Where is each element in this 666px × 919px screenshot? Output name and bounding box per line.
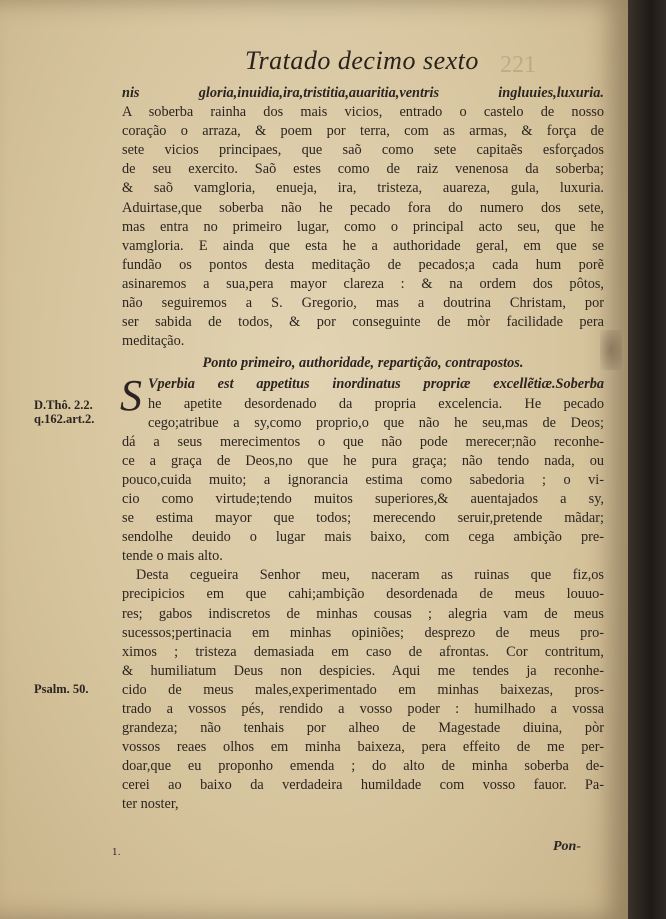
catchword: Pon- xyxy=(553,839,581,854)
text-line: cio como virtude;tendo muitos superiores,& auentajados a sy, xyxy=(122,490,604,507)
text-line: trado a vossos pés, rendido a vosso poder : humilhado a vossa xyxy=(122,701,604,717)
signature-mark: 1. xyxy=(112,848,121,858)
text-line: sendolhe deuido o lugar mais baixo, com cega ambição pre- xyxy=(122,529,604,546)
text-line: mas entra no primeiro lugar, como o principal acto seu, que he xyxy=(122,218,604,235)
margin-note-thomas xyxy=(34,398,94,426)
text-line: cego;atribue a sy,como proprio,o que não he seu,mas de Deos; xyxy=(148,414,604,431)
text-line: fundão os pontos desta meditação de pecados;a cada hum porẽ xyxy=(122,256,604,273)
text-line: cido de meus males,experimentado em minhas baixezas, pros- xyxy=(122,681,604,698)
text-line: precipicios em que cahi;ambição desordenada de meus louuo- xyxy=(122,586,604,603)
margin-note-thomas-line1: D.Thô. 2.2. xyxy=(34,398,93,412)
text-line: não seguiremos a S. Gregorio, mas a doutrina Christam, por xyxy=(122,295,604,312)
text-line: cerei ao baixo da verdadeira humildade com vosso fauor. Pa- xyxy=(122,777,604,794)
section-heading: Ponto primeiro, authoridade, repartição, contrapostos. xyxy=(202,355,524,372)
text-line: ximos ; tristeza demasiada em caso de afrontas. Cor contritum, xyxy=(122,643,604,660)
text-line: res; gabos indiscretos de minhas cousas ; alegria vam de meus xyxy=(122,605,604,622)
text-line: & humiliatum Deus non despicies. Aqui me tendes ja reconhe- xyxy=(122,662,604,679)
text-line: Desta cegueira Senhor meu, naceram as ruinas que fiz,os xyxy=(136,567,604,584)
text-line: grandeza; não tenhais por alheo de Magestade diuina, pòr xyxy=(122,720,604,737)
text-line: vamgloria. E ainda que esta he a authoridade geral, em que se xyxy=(122,237,604,254)
text-line: doar,que eu proponho emenda ; do alto de minha soberba de- xyxy=(122,758,604,775)
text-line: de seu exercito. Saõ estes como de raiz venenosa da soberba; xyxy=(122,161,604,178)
text-line: sucessos;pertinacia em minhas opiniões; desprezo de meus pro- xyxy=(122,624,604,641)
prayer-paragraph xyxy=(122,566,604,814)
text-line: Vperbia est appetitus inordinatus propriæ excellẽtiæ.Soberba xyxy=(148,376,604,393)
text-line: coração o arraza, & poem por terra, com as armas, & força de xyxy=(122,123,604,140)
text-line: Aduirtase,que soberba não he pecado fora do numero dos sete, xyxy=(122,199,604,216)
drop-cap: S xyxy=(120,371,142,421)
text-line: meditação. xyxy=(122,333,185,350)
text-line: ser sabida de todos, & por conseguinte de mòr facilidade pera xyxy=(122,314,604,331)
text-line: vossos reaes olhos em minha baixeza, pera effeito de me per- xyxy=(122,739,604,756)
text-line: & saõ vamgloria, enueja, ira, tristeza, auareza, gula, luxuria. xyxy=(122,180,604,197)
text-block xyxy=(122,84,604,815)
intro-paragraph xyxy=(122,84,604,351)
running-head: Tratado decimo sexto xyxy=(245,46,479,75)
text-line: se estima mayor que todos; merecendo seruir,pretende mãdar; xyxy=(122,510,604,527)
text-line: asinaremos a sua,pera mayor clareza : & na ordem dos pôtos, xyxy=(122,275,604,292)
text-line: nis gloria,inuidia,ira,tristitia,auaritia,ventris ingluuies,luxuria. xyxy=(122,85,604,101)
text-line: ter noster, xyxy=(122,796,179,813)
faint-page-number: 221 xyxy=(500,52,536,78)
text-line: he apetite desordenado da propria excelencia. He pecado xyxy=(148,395,604,412)
point-paragraph xyxy=(120,371,604,566)
text-line: A soberba rainha dos mais vicios, entrado o castelo de nosso xyxy=(122,104,604,121)
book-edge xyxy=(628,0,666,919)
margin-note-psalm: Psalm. 50. xyxy=(34,682,89,696)
text-line: tende o mais alto. xyxy=(122,548,223,565)
margin-note-thomas-line2: q.162.art.2. xyxy=(34,412,95,426)
text-line: pouco,cuida muito; a ignorancia estima como sabedoria ; o vi- xyxy=(122,471,604,488)
text-line: sete vicios principaes, que saõ como sete capitaẽs esforçados xyxy=(122,142,604,159)
ink-smudge xyxy=(600,330,622,370)
text-line: ce a graça de Deos,no que he pura graça; não tendo nada, ou xyxy=(122,452,604,469)
text-line: dá a seus merecimentos o que não pode merecer;não reconhe- xyxy=(122,433,604,450)
